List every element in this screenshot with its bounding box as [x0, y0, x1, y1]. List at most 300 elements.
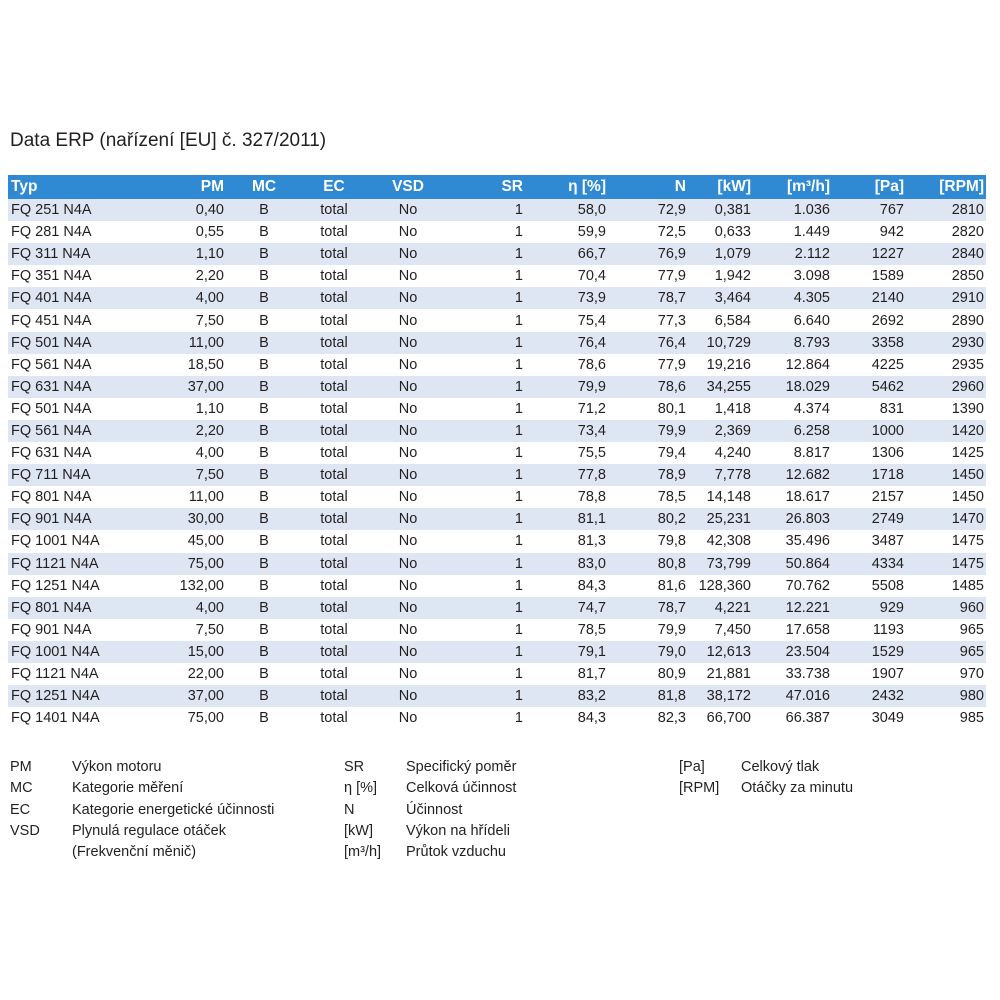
cell-pm: 75,00 — [187, 555, 224, 572]
cell-pa: 1589 — [871, 268, 904, 285]
cell-flow: 2.112 — [794, 246, 830, 263]
legend-item — [344, 821, 664, 842]
cell-sr: 1 — [514, 445, 523, 462]
cell-sr: 1 — [514, 533, 523, 550]
cell-rpm: 1425 — [951, 445, 984, 462]
table-row — [8, 199, 986, 221]
cell-n: 76,4 — [657, 334, 686, 351]
cell-sr: 1 — [514, 290, 523, 307]
cell-vsd: No — [398, 643, 418, 660]
cell-pa: 3487 — [871, 533, 904, 550]
cell-ec: total — [320, 356, 348, 373]
cell-kw: 34,255 — [706, 378, 751, 395]
cell-mc: B — [259, 202, 269, 219]
cell-ec: total — [320, 511, 348, 528]
cell-mc: B — [259, 422, 269, 439]
table-row — [8, 332, 986, 354]
legend-key: SR — [344, 759, 365, 775]
cell-pa: 1718 — [871, 467, 904, 484]
cell-sr: 1 — [514, 356, 523, 373]
cell-rpm: 2850 — [951, 268, 984, 285]
cell-vsd: No — [398, 467, 418, 484]
cell-pa: 942 — [879, 224, 904, 241]
cell-typ: FQ 711 N4A — [11, 467, 91, 484]
cell-pm: 132,00 — [179, 577, 224, 594]
cell-vsd: No — [398, 555, 418, 572]
cell-mc: B — [259, 511, 269, 528]
legend-value: Celkový tlak — [741, 759, 820, 775]
cell-flow: 12.864 — [785, 356, 830, 373]
cell-vsd: No — [398, 599, 418, 616]
cell-n: 80,9 — [657, 666, 686, 683]
legend-item — [10, 800, 330, 821]
cell-mc: B — [259, 555, 269, 572]
cell-pm: 37,00 — [187, 378, 224, 395]
cell-vsd: No — [398, 400, 418, 417]
cell-kw: 7,450 — [714, 621, 751, 638]
cell-pm: 30,00 — [187, 511, 224, 528]
header-ec: EC — [323, 178, 345, 195]
cell-rpm: 1420 — [951, 422, 984, 439]
table-row — [8, 508, 986, 530]
cell-vsd: No — [398, 356, 418, 373]
cell-rpm: 1475 — [951, 555, 984, 572]
cell-sr: 1 — [514, 378, 523, 395]
cell-pm: 1,10 — [195, 400, 224, 417]
cell-kw: 73,799 — [706, 555, 751, 572]
cell-ec: total — [320, 555, 348, 572]
cell-n: 81,8 — [657, 688, 686, 705]
cell-pa: 1227 — [871, 246, 904, 263]
cell-pm: 4,00 — [195, 599, 224, 616]
legend-value: Specifický poměr — [406, 759, 517, 775]
cell-n: 78,6 — [657, 378, 686, 395]
cell-typ: FQ 351 N4A — [11, 268, 92, 285]
cell-flow: 4.305 — [793, 290, 830, 307]
legend-column-2 — [344, 757, 664, 863]
table-row — [8, 486, 986, 508]
cell-eta: 74,7 — [577, 599, 606, 616]
cell-rpm: 960 — [959, 599, 984, 616]
cell-eta: 77,8 — [577, 467, 606, 484]
cell-sr: 1 — [514, 621, 523, 638]
cell-pm: 2,20 — [195, 268, 224, 285]
cell-mc: B — [259, 224, 269, 241]
cell-typ: FQ 1001 N4A — [11, 533, 100, 550]
cell-rpm: 1450 — [951, 489, 984, 506]
table-row — [8, 420, 986, 442]
table-row — [8, 309, 986, 331]
cell-pa: 3049 — [871, 710, 904, 727]
cell-flow: 35.496 — [785, 533, 830, 550]
legend-item — [679, 757, 979, 778]
table-row — [8, 287, 986, 309]
table-body — [8, 199, 986, 729]
cell-kw: 0,381 — [714, 202, 751, 219]
cell-rpm: 1470 — [951, 511, 984, 528]
table-header — [8, 175, 986, 199]
cell-kw: 14,148 — [706, 489, 751, 506]
cell-flow: 6.640 — [793, 312, 830, 329]
cell-typ: FQ 1121 N4A — [11, 555, 99, 572]
cell-pa: 5462 — [871, 378, 904, 395]
cell-n: 79,9 — [657, 621, 686, 638]
legend-item — [10, 778, 330, 799]
header-n: N — [674, 178, 686, 195]
cell-sr: 1 — [514, 577, 523, 594]
cell-mc: B — [259, 312, 269, 329]
cell-typ: FQ 801 N4A — [11, 599, 92, 616]
legend-value: Průtok vzduchu — [406, 844, 506, 861]
table-row — [8, 685, 986, 707]
cell-pa: 2692 — [871, 312, 904, 329]
cell-typ: FQ 501 N4A — [11, 334, 92, 351]
cell-pa: 2749 — [871, 511, 904, 528]
cell-pa: 1306 — [871, 445, 904, 462]
legend-item — [344, 842, 664, 863]
cell-kw: 0,633 — [714, 224, 751, 241]
legend-item — [10, 842, 330, 863]
cell-rpm: 2935 — [951, 356, 984, 373]
table-row — [8, 641, 986, 663]
cell-vsd: No — [398, 533, 418, 550]
cell-pm: 7,50 — [195, 467, 224, 484]
cell-vsd: No — [398, 224, 418, 241]
cell-typ: FQ 901 N4A — [11, 621, 92, 638]
legend-key: [kW] — [344, 822, 373, 839]
legend-value: Celková účinnost — [406, 780, 517, 797]
cell-kw: 7,778 — [714, 467, 751, 484]
cell-flow: 1.449 — [793, 224, 830, 241]
cell-pa: 929 — [879, 599, 904, 616]
cell-mc: B — [259, 467, 269, 484]
cell-vsd: No — [398, 202, 418, 219]
cell-typ: FQ 561 N4A — [11, 422, 92, 439]
header-pa: [Pa] — [874, 178, 904, 195]
cell-mc: B — [259, 621, 269, 638]
cell-sr: 1 — [514, 643, 523, 660]
cell-rpm: 2810 — [951, 202, 984, 219]
legend-key: VSD — [10, 822, 40, 839]
cell-pm: 4,00 — [195, 290, 224, 307]
cell-rpm: 1475 — [951, 533, 984, 550]
cell-mc: B — [259, 643, 269, 660]
cell-sr: 1 — [514, 422, 523, 439]
cell-sr: 1 — [514, 224, 523, 241]
cell-rpm: 980 — [959, 688, 984, 705]
legend-key: η [%] — [344, 780, 378, 797]
cell-pa: 1000 — [871, 422, 904, 439]
legend-item — [344, 757, 664, 778]
cell-pm: 0,40 — [195, 202, 224, 219]
cell-flow: 66.387 — [785, 710, 830, 727]
table-row — [8, 354, 986, 376]
cell-typ: FQ 1121 N4A — [11, 666, 99, 683]
cell-flow: 8.817 — [793, 445, 830, 462]
cell-typ: FQ 561 N4A — [11, 356, 92, 373]
cell-eta: 59,9 — [577, 224, 606, 241]
table-row — [8, 663, 986, 685]
header-rpm: [RPM] — [939, 178, 984, 195]
cell-vsd: No — [398, 666, 418, 683]
cell-n: 77,9 — [657, 356, 686, 373]
table-row — [8, 619, 986, 641]
cell-flow: 23.504 — [785, 643, 830, 660]
cell-pa: 4334 — [871, 555, 904, 572]
cell-sr: 1 — [514, 666, 523, 683]
cell-kw: 4,221 — [714, 599, 751, 616]
cell-kw: 1,079 — [714, 246, 751, 263]
cell-flow: 1.036 — [793, 202, 830, 219]
legend-value: Kategorie měření — [72, 780, 184, 797]
cell-vsd: No — [398, 378, 418, 395]
cell-typ: FQ 401 N4A — [11, 290, 92, 307]
cell-eta: 84,3 — [577, 577, 606, 594]
cell-pm: 7,50 — [195, 312, 224, 329]
cell-eta: 78,6 — [577, 356, 606, 373]
cell-mc: B — [259, 666, 269, 683]
cell-mc: B — [259, 489, 269, 506]
cell-sr: 1 — [514, 511, 523, 528]
cell-ec: total — [320, 489, 348, 506]
legend-key: MC — [10, 780, 33, 797]
cell-ec: total — [320, 710, 348, 727]
cell-mc: B — [259, 290, 269, 307]
table-row — [8, 398, 986, 420]
cell-kw: 128,360 — [698, 577, 751, 594]
cell-kw: 25,231 — [706, 511, 751, 528]
cell-sr: 1 — [514, 555, 523, 572]
cell-kw: 12,613 — [706, 643, 751, 660]
cell-pm: 11,00 — [188, 489, 224, 506]
cell-pm: 11,00 — [188, 334, 224, 351]
cell-rpm: 985 — [959, 710, 984, 727]
cell-rpm: 965 — [959, 643, 984, 660]
legend-value: (Frekvenční měnič) — [72, 844, 197, 861]
cell-vsd: No — [398, 511, 418, 528]
legend-item — [344, 800, 664, 821]
cell-vsd: No — [398, 710, 418, 727]
legend-value: Účinnost — [406, 801, 463, 818]
cell-pa: 3358 — [871, 334, 904, 351]
cell-ec: total — [320, 268, 348, 285]
cell-ec: total — [320, 688, 348, 705]
cell-mc: B — [259, 577, 269, 594]
cell-ec: total — [320, 666, 348, 683]
cell-pa: 767 — [879, 202, 904, 219]
cell-eta: 79,9 — [577, 378, 606, 395]
cell-vsd: No — [398, 445, 418, 462]
cell-pa: 5508 — [871, 577, 904, 594]
cell-mc: B — [259, 246, 269, 263]
header-mc: MC — [251, 178, 277, 195]
cell-kw: 42,308 — [706, 533, 751, 550]
cell-n: 77,9 — [657, 268, 686, 285]
cell-ec: total — [320, 334, 348, 351]
cell-n: 79,4 — [657, 445, 686, 462]
cell-n: 80,2 — [657, 511, 686, 528]
cell-eta: 83,0 — [577, 555, 606, 572]
legend-key: N — [344, 801, 355, 818]
cell-pm: 45,00 — [187, 533, 224, 550]
cell-flow: 50.864 — [785, 555, 830, 572]
cell-ec: total — [320, 312, 348, 329]
cell-n: 81,6 — [657, 577, 686, 594]
cell-typ: FQ 1251 N4A — [11, 577, 100, 594]
header-flow: [m³/h] — [786, 178, 830, 195]
cell-typ: FQ 281 N4A — [11, 224, 92, 241]
cell-pm: 7,50 — [195, 621, 224, 638]
cell-vsd: No — [398, 688, 418, 705]
cell-eta: 81,7 — [577, 666, 606, 683]
header-vsd: VSD — [392, 178, 424, 195]
cell-n: 72,5 — [657, 224, 686, 241]
cell-pm: 22,00 — [187, 666, 224, 683]
cell-eta: 75,5 — [577, 445, 606, 462]
cell-kw: 10,729 — [706, 334, 751, 351]
cell-kw: 2,369 — [714, 422, 751, 439]
legend-key: [Pa] — [679, 759, 705, 775]
cell-ec: total — [320, 378, 348, 395]
cell-rpm: 2840 — [951, 246, 984, 263]
cell-n: 76,9 — [657, 246, 686, 263]
cell-n: 80,1 — [657, 400, 686, 417]
cell-mc: B — [259, 356, 269, 373]
header-kw: [kW] — [717, 178, 751, 195]
cell-flow: 47.016 — [785, 688, 830, 705]
cell-eta: 75,4 — [577, 312, 606, 329]
legend-item — [344, 778, 664, 799]
cell-ec: total — [320, 422, 348, 439]
cell-pa: 1529 — [871, 643, 904, 660]
cell-pm: 37,00 — [187, 688, 224, 705]
legend-value: Kategorie energetické účinnosti — [72, 801, 275, 818]
cell-typ: FQ 631 N4A — [11, 378, 92, 395]
cell-kw: 38,172 — [706, 688, 751, 705]
cell-vsd: No — [398, 489, 418, 506]
cell-sr: 1 — [514, 400, 523, 417]
cell-eta: 73,9 — [577, 290, 606, 307]
table-row — [8, 221, 986, 243]
cell-flow: 3.098 — [793, 268, 830, 285]
cell-pa: 2140 — [871, 290, 904, 307]
legend-value: Výkon na hřídeli — [406, 822, 510, 839]
cell-ec: total — [320, 577, 348, 594]
table-row — [8, 530, 986, 552]
cell-eta: 76,4 — [577, 334, 606, 351]
cell-pm: 1,10 — [195, 246, 224, 263]
cell-sr: 1 — [514, 246, 523, 263]
cell-typ: FQ 801 N4A — [11, 489, 92, 506]
cell-eta: 83,2 — [577, 688, 606, 705]
header-eta: η [%] — [568, 178, 606, 195]
cell-kw: 21,881 — [706, 666, 751, 683]
cell-sr: 1 — [514, 268, 523, 285]
cell-sr: 1 — [514, 334, 523, 351]
cell-flow: 8.793 — [793, 334, 830, 351]
cell-sr: 1 — [514, 202, 523, 219]
legend-column-3 — [679, 757, 979, 800]
cell-kw: 19,216 — [706, 356, 751, 373]
legend-key: EC — [10, 801, 31, 818]
cell-sr: 1 — [514, 688, 523, 705]
cell-pm: 15,00 — [187, 643, 224, 660]
cell-mc: B — [259, 533, 269, 550]
cell-n: 72,9 — [657, 202, 686, 219]
table-row — [8, 464, 986, 486]
cell-kw: 1,942 — [714, 268, 751, 285]
cell-sr: 1 — [514, 710, 523, 727]
cell-ec: total — [320, 621, 348, 638]
cell-mc: B — [259, 688, 269, 705]
cell-vsd: No — [398, 334, 418, 351]
cell-rpm: 2930 — [951, 334, 984, 351]
cell-n: 79,8 — [657, 533, 686, 550]
cell-mc: B — [259, 268, 269, 285]
cell-typ: FQ 631 N4A — [11, 445, 92, 462]
legend-key: [m³/h] — [344, 844, 382, 861]
cell-ec: total — [320, 467, 348, 484]
cell-n: 78,5 — [657, 489, 686, 506]
cell-sr: 1 — [514, 489, 523, 506]
cell-n: 79,0 — [657, 643, 686, 660]
cell-flow: 33.738 — [785, 666, 830, 683]
cell-mc: B — [259, 334, 269, 351]
cell-eta: 78,5 — [577, 621, 606, 638]
cell-eta: 71,2 — [577, 400, 606, 417]
cell-rpm: 1390 — [951, 400, 984, 417]
cell-vsd: No — [398, 268, 418, 285]
cell-typ: FQ 1251 N4A — [11, 688, 100, 705]
table-row — [8, 553, 986, 575]
table-row — [8, 265, 986, 287]
table-row — [8, 575, 986, 597]
cell-rpm: 1485 — [951, 577, 984, 594]
cell-pm: 4,00 — [195, 445, 224, 462]
cell-mc: B — [259, 400, 269, 417]
page-title: Data ERP (nařízení [EU] č. 327/2011) — [10, 130, 327, 151]
cell-eta: 58,0 — [577, 202, 606, 219]
cell-vsd: No — [398, 312, 418, 329]
cell-n: 78,7 — [657, 290, 686, 307]
cell-vsd: No — [398, 577, 418, 594]
legend-key: PM — [10, 759, 32, 775]
cell-flow: 70.762 — [785, 577, 830, 594]
cell-mc: B — [259, 710, 269, 727]
cell-n: 78,7 — [657, 599, 686, 616]
cell-pm: 75,00 — [187, 710, 224, 727]
cell-kw: 3,464 — [714, 290, 751, 307]
cell-pm: 0,55 — [195, 224, 224, 241]
legend-value: Výkon motoru — [72, 759, 162, 775]
cell-rpm: 2960 — [951, 378, 984, 395]
cell-flow: 18.029 — [785, 378, 830, 395]
legend — [0, 757, 1000, 867]
legend-item — [10, 757, 330, 778]
cell-eta: 70,4 — [577, 268, 606, 285]
cell-ec: total — [320, 400, 348, 417]
cell-eta: 81,1 — [577, 511, 606, 528]
cell-flow: 18.617 — [785, 489, 830, 506]
cell-pa: 831 — [879, 400, 904, 417]
legend-item — [679, 778, 979, 799]
cell-n: 80,8 — [657, 555, 686, 572]
legend-value: Otáčky za minutu — [741, 780, 854, 797]
cell-pa: 1907 — [871, 666, 904, 683]
cell-pm: 18,50 — [187, 356, 224, 373]
cell-typ: FQ 1401 N4A — [11, 710, 100, 727]
header-typ: Typ — [11, 178, 38, 195]
